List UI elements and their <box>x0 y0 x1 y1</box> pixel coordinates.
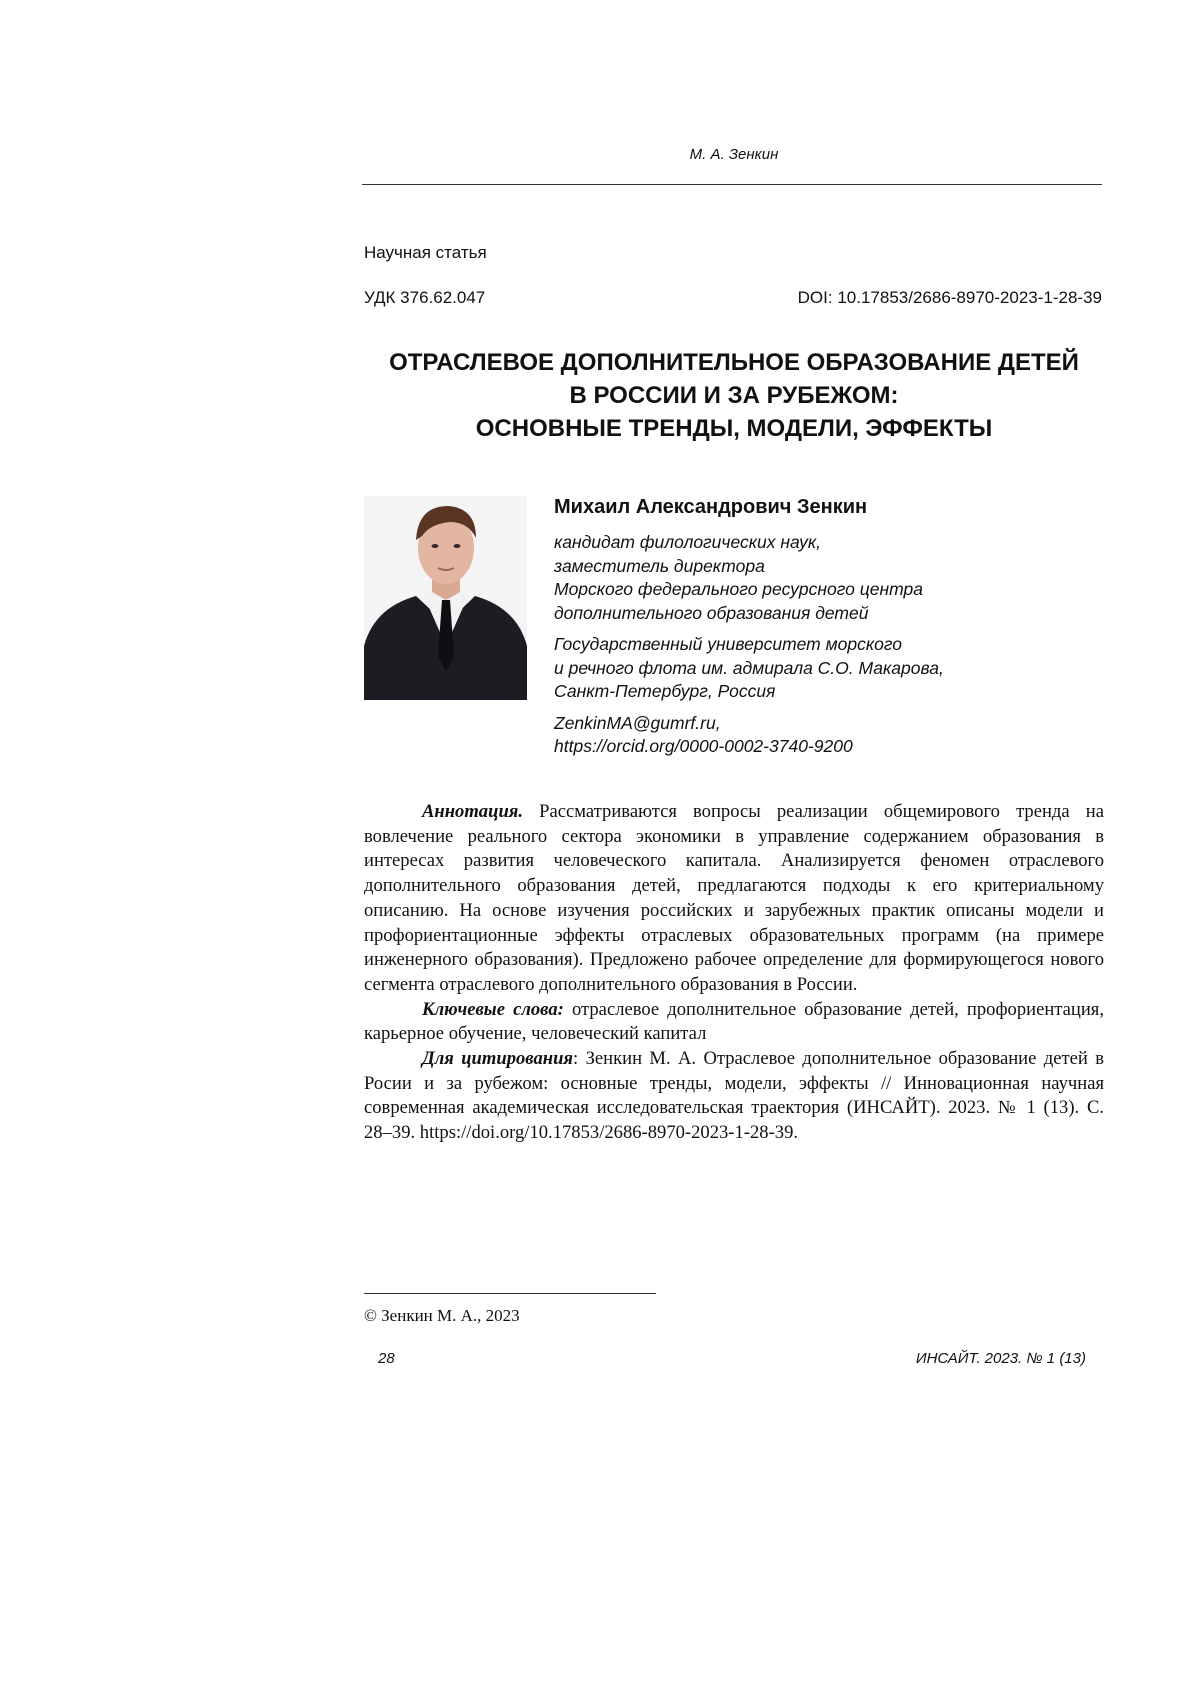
copyright-notice: © Зенкин М. А., 2023 <box>364 1306 520 1325</box>
author-position <box>554 531 1114 625</box>
udk-code: УДК 376.62.047 <box>364 288 486 307</box>
doi: DOI: 10.17853/2686-8970-2023-1-28-39 <box>797 288 1102 307</box>
citation-text: : Зенкин М. А. Отраслевое дополнительное образование детей в Росии и за рубежом: основные тренды, модели, эффекты // Инновационная научная современная академическая исследовательская траектория (ИНСАЙТ). 2023. № 1 (13). С. 28–39. https://doi.org/10.17853/2686-8970-2023-1-28-39. <box>364 1048 1104 1144</box>
title-line: ОСНОВНЫЕ ТРЕНДЫ, МОДЕЛИ, ЭФФЕКТЫ <box>475 415 993 442</box>
title-line: ОТРАСЛЕВОЕ ДОПОЛНИТЕЛЬНОЕ ОБРАЗОВАНИЕ ДЕТЕЙ <box>389 349 1079 376</box>
citation-paragraph <box>364 1047 1104 1146</box>
page-number: 28 <box>378 1350 395 1367</box>
abstract-text: Рассматриваются вопросы реализации общемирового тренда на вовлечение реального сектора экономики в управление содержанием образования в интересах развития человеческого капитала. Анализируется феномен отраслевого дополнительного образования детей, предлагаются подходы к его критериальному описанию. На основе изучения российских и зарубежных практик описаны модели и профориентационные эффекты отраслевых образовательных программ (на примере инженерного образования). Предложено рабочее определение для формирующегося нового сегмента отраслевого дополнительного образования в России. <box>364 801 1104 995</box>
position-line: Морского федерального ресурсного центра <box>554 579 923 599</box>
keywords-text: отраслевое дополнительное образование детей, профориентация, карьерное обучение, человеческий капитал <box>364 998 1104 1045</box>
abstract-section <box>364 800 1104 1146</box>
author-name: Михаил Александрович Зенкин <box>554 496 868 518</box>
university-line: Санкт-Петербург, Россия <box>554 681 776 701</box>
citation-label: Для цитирования <box>422 1048 574 1070</box>
abstract-paragraph <box>364 800 1104 998</box>
journal-issue: ИНСАЙТ. 2023. № 1 (13) <box>915 1350 1086 1367</box>
keywords-label: Ключевые слова: <box>422 998 564 1020</box>
university-line: Государственный университет морского <box>554 634 902 654</box>
position-line: кандидат филологических наук, <box>554 532 822 552</box>
keywords-paragraph <box>364 998 1104 1047</box>
author-contacts <box>554 712 1114 759</box>
author-info <box>554 496 1114 767</box>
author-email[interactable]: ZenkinMA@gumrf.ru, <box>554 712 721 733</box>
running-head-author: М. А. Зенкин <box>689 146 779 163</box>
article-type: Научная статья <box>364 243 487 262</box>
article-title <box>362 346 1106 445</box>
title-line: В РОССИИ И ЗА РУБЕЖОМ: <box>569 382 899 409</box>
author-university <box>554 633 1114 704</box>
university-line: и речного флота им. адмирала С.О. Макарова, <box>554 657 944 678</box>
position-line: заместитель директора <box>554 555 765 576</box>
author-photo <box>364 496 527 700</box>
footnote-rule <box>364 1293 656 1294</box>
author-orcid-link[interactable]: https://orcid.org/0000-0002-3740-9200 <box>554 736 853 756</box>
position-line: дополнительного образования детей <box>554 602 869 623</box>
abstract-label: Аннотация. <box>422 801 524 822</box>
header-rule <box>362 184 1102 185</box>
